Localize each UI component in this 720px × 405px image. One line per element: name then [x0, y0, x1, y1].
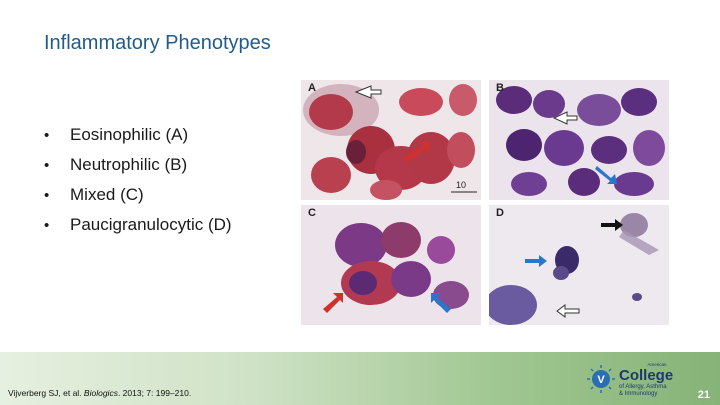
logo-subtitle-1: of Allergy, Asthma: [619, 384, 667, 390]
logo-sunburst-icon: [587, 365, 615, 393]
micrograph-c-image: [301, 205, 481, 325]
bullet-dot: •: [44, 216, 50, 234]
citation-authors: Vijverberg SJ, et al.: [8, 388, 84, 398]
micrograph-a-image: [301, 80, 481, 200]
blue-arrow-icon: [525, 255, 547, 267]
bullet-text: Eosinophilic (A): [70, 125, 189, 144]
micrograph-panel-d: [489, 205, 669, 325]
micrograph-panel-c: [301, 205, 481, 325]
logo-graphic: [585, 360, 695, 398]
bullet-item: [44, 180, 232, 210]
panel-label-b: B: [496, 82, 504, 94]
bullet-item: [44, 210, 232, 240]
logo-subtitle-2: & Immunology: [619, 391, 658, 397]
panel-label-c: C: [308, 207, 316, 219]
scale-bar-label: 10: [456, 180, 467, 190]
micrograph-d-image: [489, 205, 669, 325]
white-arrow-icon: [557, 305, 579, 317]
bullet-dot: •: [44, 156, 50, 174]
bullet-list: [44, 120, 232, 240]
panel-label-d: D: [496, 207, 504, 219]
bullet-item: [44, 150, 232, 180]
slide-title: Inflammatory Phenotypes: [44, 32, 271, 54]
bullet-dot: •: [44, 126, 50, 144]
micrograph-panel-b: [489, 80, 669, 200]
micrograph-panel-a: [301, 80, 481, 200]
logo-small-text: American: [647, 362, 667, 367]
svg-text:V: V: [597, 374, 605, 386]
bullet-text: Neutrophilic (B): [70, 155, 188, 174]
citation-details: . 2013; 7: 199–210.: [117, 388, 192, 398]
citation: [8, 388, 191, 398]
red-arrow-icon: [323, 293, 343, 313]
panel-label-a: A: [308, 82, 316, 94]
citation-journal: Biologics: [83, 388, 118, 398]
bullet-item: [44, 120, 232, 150]
acaai-logo: [585, 360, 695, 398]
page-number: 21: [697, 389, 710, 401]
logo-name: College: [619, 367, 674, 384]
bullet-text: Mixed (C): [70, 185, 144, 204]
bullet-text: Paucigranulocytic (D): [70, 215, 232, 234]
bullet-dot: •: [44, 186, 50, 204]
black-arrow-icon: [601, 219, 623, 231]
micrograph-b-image: [489, 80, 669, 200]
